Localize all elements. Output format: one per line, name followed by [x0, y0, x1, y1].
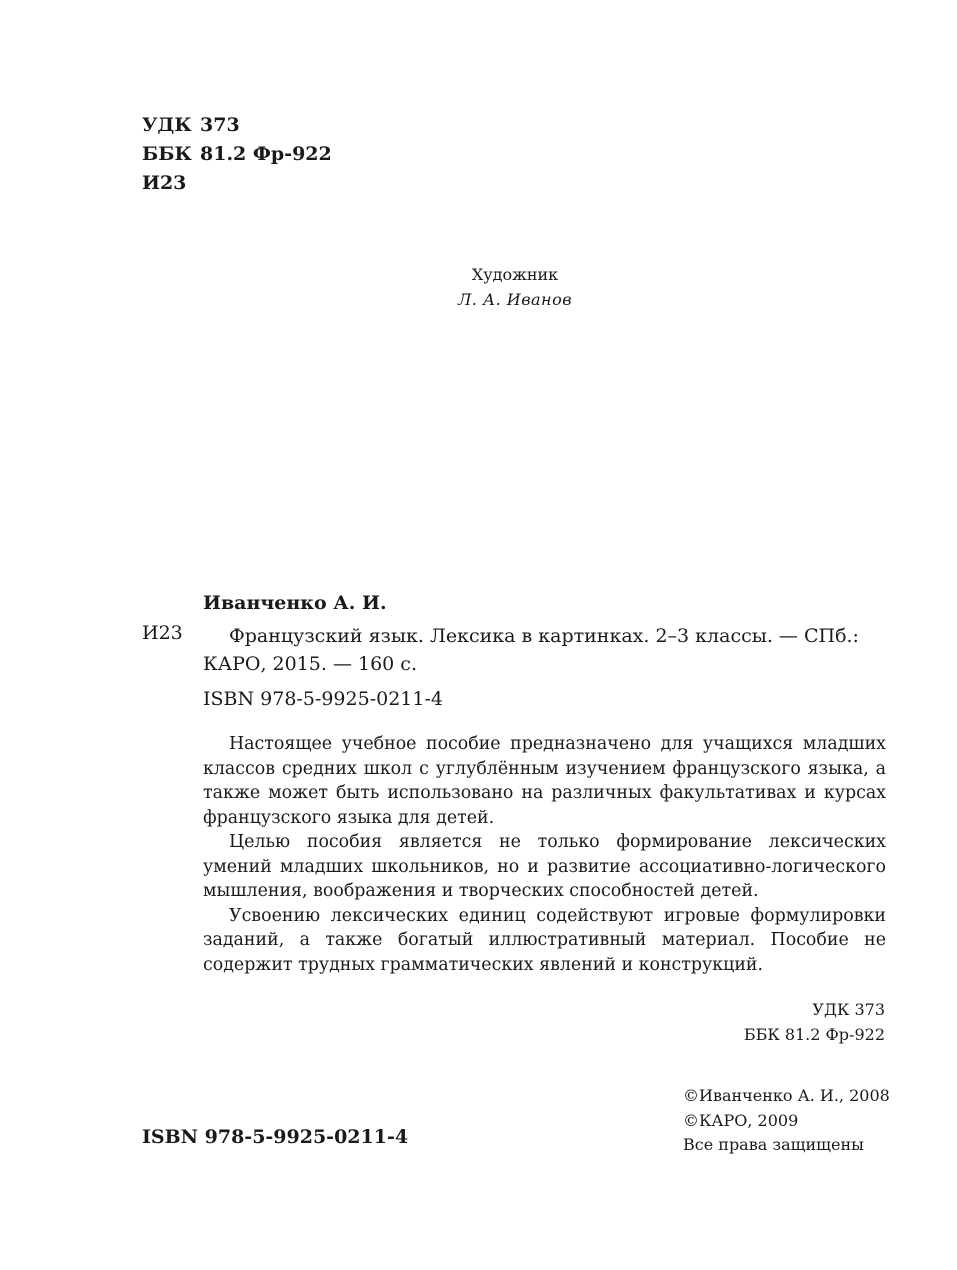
footer-bbk: ББК 81.2 Фр-922: [743, 1025, 885, 1044]
annotation-paragraph: Настоящее учебное пособие предназначено для учащихся младших классов средних школ с углублённым изучением французского языка, а также может быть использовано на различных факультативах и курсах французского языка для детей.: [203, 734, 886, 828]
bibliographic-line-1: Французский язык. Лексика в картинках. 2–3 классы. — СПб.:: [229, 625, 859, 647]
footer-classification: [744, 997, 885, 1047]
bibliographic-line-2: КАРО, 2015. — 160 с.: [203, 653, 417, 675]
isbn-entry: ISBN 978-5-9925-0211-4: [203, 688, 443, 710]
artist-name: Л. А. Иванов: [457, 290, 573, 309]
annotation-paragraph: Целью пособия является не только формирование лексических умений младших школьников, но и развитие ассоциативно-логического мышления, воображения и творческих способностей детей.: [203, 832, 886, 901]
udk-code: УДК 373: [142, 114, 240, 136]
footer-udk: УДК 373: [812, 1000, 885, 1019]
bibliographic-description: [203, 622, 893, 678]
author-mark-code: И23: [142, 172, 187, 194]
annotation: [203, 732, 886, 977]
author-heading: Иванченко А. И.: [203, 592, 387, 614]
bbk-code: ББК 81.2 Фр-922: [142, 143, 332, 165]
copyright-block: [683, 1084, 890, 1158]
classification-codes: [142, 111, 332, 198]
author-mark-side: И23: [142, 622, 183, 644]
artist-credit: [0, 262, 957, 312]
artist-role: Художник: [471, 265, 559, 284]
annotation-paragraph: Усвоению лексических единиц содействуют игровые формулировки заданий, а также богатый иллюстративный материал. Пособие не содержит трудных грамматических явлений и конструкций.: [203, 905, 886, 975]
copyright-publisher: ©КАРО, 2009: [683, 1110, 799, 1130]
copyright-author: ©Иванченко А. И., 2008: [683, 1086, 890, 1105]
isbn-bottom: ISBN 978-5-9925-0211-4: [142, 1126, 409, 1148]
rights-reserved: Все права защищены: [683, 1135, 864, 1154]
